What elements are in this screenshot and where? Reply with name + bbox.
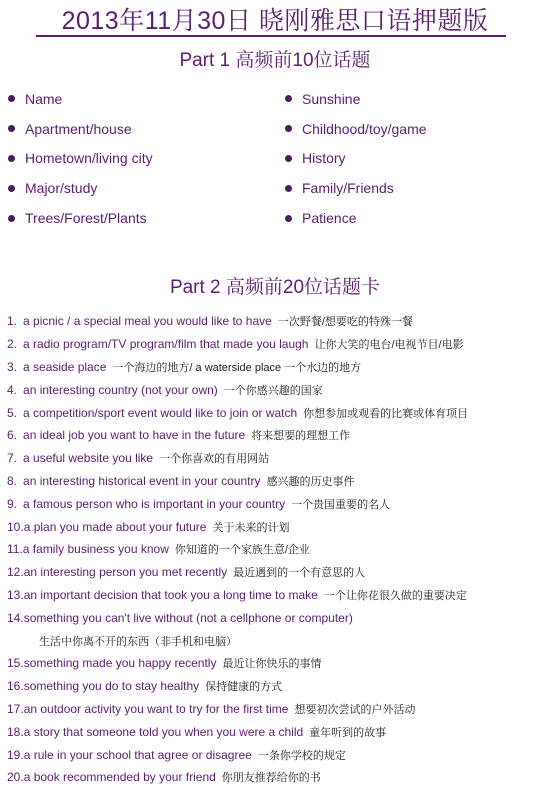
list-item: Hometown/living city [8,144,153,174]
bullet-icon [8,185,15,192]
list-item: Apartment/house [8,114,153,144]
topic-card-row: 5. a competition/sport event would like to join or watch 你想参加或观看的比赛或体育项目 [7,405,469,420]
list-item: History [285,144,427,174]
topic-card-row: 6. an ideal job you want to have in the future 将来想要的理想工作 [7,428,351,443]
part1-topic-list [0,84,550,234]
topic-card-row: 18. a story that someone told you when you were a child 童年听到的故事 [7,724,387,739]
part1-left-column [8,84,153,233]
list-item: Patience [285,203,427,233]
topic-card-row: 9. a famous person who is important in your country 一个贵国重要的名人 [7,496,391,511]
bullet-icon [285,155,292,162]
topic-card-row: 17. an outdoor activity you want to try for the first time 想要初次尝试的户外活动 [7,701,416,716]
topic-card-row: 3. a seaside place 一个海边的地方/ a waterside place 一个水边的地方 [7,359,362,374]
topic-card-row: 16. something you do to stay healthy 保持健康的方式 [7,679,283,694]
list-item: Major/study [8,173,153,203]
topic-card-row: 14. something you can't live without (not a cellphone or computer) [7,610,353,625]
list-item: Childhood/toy/game [285,114,427,144]
title-underline [36,35,506,37]
list-item: Name [8,84,153,114]
bullet-icon [8,215,15,222]
bullet-icon [8,95,15,102]
bullet-icon [8,125,15,132]
list-item: Family/Friends [285,173,427,203]
bullet-icon [285,185,292,192]
topic-card-row: 10. a plan you made about your future 关于未来的计划 [7,519,290,534]
topic-card-row: 20. a book recommended by your friend 你朋友推荐给你的书 [7,770,321,785]
topic-card-row: 2. a radio program/TV program/film that made you laugh 让你大笑的电台/电视节目/电影 [7,337,464,352]
part2-heading: Part 2 高频前20位话题卡 [169,277,381,298]
bullet-icon [8,155,15,162]
topic-card-row: 12. an interesting person you met recently 最近遇到的一个有意思的人 [7,565,366,580]
bullet-icon [285,215,292,222]
bullet-icon [285,95,292,102]
topic-card-row: 1. a picnic / a special meal you would like to have 一次野餐/想要吃的特殊一餐 [7,314,413,329]
topic-card-row: 8. an interesting historical event in your country 感兴趣的历史事件 [7,473,355,488]
topic-card-row: 11. a family business you know 你知道的一个家族生意/企业 [7,542,310,557]
topic-card-row: 13. an important decision that took you a long time to make 一个让你花很久做的重要决定 [7,587,467,602]
topic-card-row: 4. an interesting country (not your own) 一个你感兴趣的国家 [7,382,323,397]
topic-card-row-continuation: 生活中你离不开的东西（非手机和电脑） [39,635,237,648]
part2-topic-list [7,310,547,789]
topic-card-row: 15. something made you happy recently 最近让你快乐的事情 [7,656,322,671]
document-title: 2013年11月30日 晓刚雅思口语押题版 [61,7,489,35]
list-item: Trees/Forest/Plants [8,203,153,233]
part1-heading: Part 1 高频前10位话题 [179,50,371,71]
part1-right-column [285,84,427,233]
list-item: Sunshine [285,84,427,114]
topic-card-row: 7. a useful website you like 一个你喜欢的有用网站 [7,451,270,466]
topic-card-row: 19. a rule in your school that agree or disagree 一条你学校的规定 [7,747,346,762]
bullet-icon [285,125,292,132]
